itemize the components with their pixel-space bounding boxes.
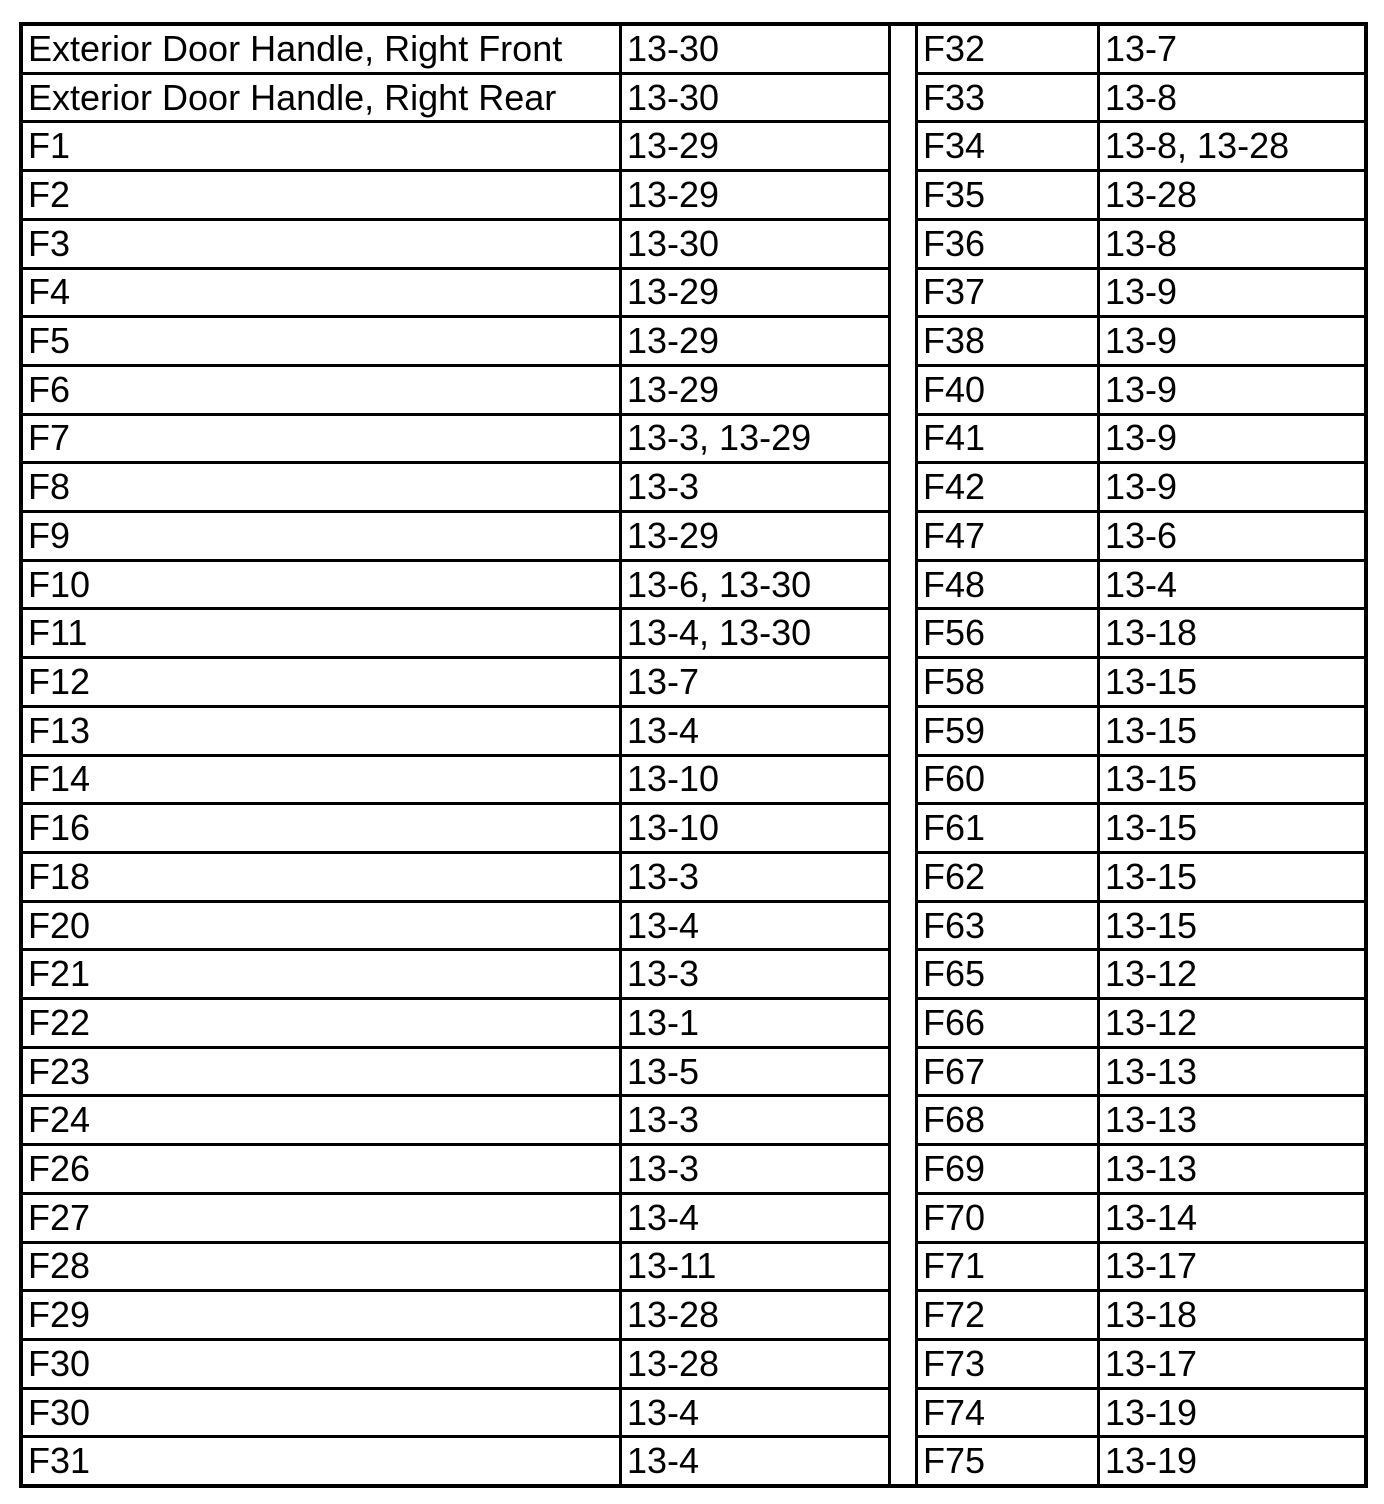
page-reference: 13-15 xyxy=(1105,904,1198,946)
table-row xyxy=(918,416,1364,465)
table-row xyxy=(23,659,888,708)
page-reference: 13-10 xyxy=(627,758,720,800)
page-reference: 13-29 xyxy=(627,271,720,313)
table-row xyxy=(918,1390,1364,1439)
page-reference: 13-4 xyxy=(627,904,700,946)
component-label: F26 xyxy=(23,1146,622,1192)
page-reference: 13-29 xyxy=(627,125,720,167)
table-row xyxy=(918,221,1364,270)
column-divider-left xyxy=(888,26,891,1484)
component-label: F8 xyxy=(23,464,622,510)
table-row xyxy=(23,708,888,757)
table-row xyxy=(23,1097,888,1146)
table-row xyxy=(23,854,888,903)
page-reference: 13-3 xyxy=(627,953,700,995)
component-label: F38 xyxy=(918,318,1100,364)
table-row xyxy=(23,75,888,124)
page-reference: 13-9 xyxy=(1105,320,1178,362)
table-row xyxy=(23,1341,888,1390)
component-label: F62 xyxy=(918,854,1100,900)
component-label: F41 xyxy=(918,416,1100,462)
component-label: F59 xyxy=(918,708,1100,754)
page-reference: 13-15 xyxy=(1105,855,1198,897)
page-reference: 13-12 xyxy=(1105,953,1198,995)
page-reference: 13-9 xyxy=(1105,271,1178,313)
component-label: F22 xyxy=(23,1000,622,1046)
table-row xyxy=(23,757,888,806)
page-reference: 13-9 xyxy=(1105,417,1178,459)
component-label: F58 xyxy=(918,659,1100,705)
page-reference: 13-8, 13-28 xyxy=(1105,125,1290,167)
table-row xyxy=(918,367,1364,416)
table-row xyxy=(23,805,888,854)
table-row xyxy=(23,221,888,270)
index-table xyxy=(19,22,1368,1488)
component-label: F16 xyxy=(23,805,622,851)
page-reference: 13-6 xyxy=(1105,514,1178,556)
page-reference: 13-3 xyxy=(627,1099,700,1141)
table-row xyxy=(918,123,1364,172)
left-table-column xyxy=(23,26,888,1484)
component-label: F73 xyxy=(918,1341,1100,1387)
page-reference: 13-15 xyxy=(1105,660,1198,702)
component-label: F72 xyxy=(918,1292,1100,1338)
page-reference: 13-9 xyxy=(1105,368,1178,410)
table-row xyxy=(918,1341,1364,1390)
page-reference: 13-7 xyxy=(627,660,700,702)
page-reference: 13-13 xyxy=(1105,1148,1198,1190)
page-reference: 13-17 xyxy=(1105,1245,1198,1287)
component-label: F56 xyxy=(918,610,1100,656)
table-row xyxy=(23,1049,888,1098)
page-reference: 13-28 xyxy=(627,1294,720,1336)
page-reference: 13-28 xyxy=(627,1342,720,1384)
table-row xyxy=(918,708,1364,757)
page-reference: 13-29 xyxy=(627,368,720,410)
table-row xyxy=(23,1146,888,1195)
component-label: F36 xyxy=(918,221,1100,267)
component-label: F42 xyxy=(918,464,1100,510)
component-label: F34 xyxy=(918,123,1100,169)
component-label: F5 xyxy=(23,318,622,364)
page-reference: 13-4 xyxy=(627,1440,700,1482)
table-row xyxy=(918,610,1364,659)
table-row xyxy=(23,1292,888,1341)
component-label: F60 xyxy=(918,757,1100,803)
table-row xyxy=(918,318,1364,367)
table-row xyxy=(918,854,1364,903)
table-row xyxy=(918,172,1364,221)
page-reference: 13-15 xyxy=(1105,758,1198,800)
page-reference: 13-15 xyxy=(1105,709,1198,751)
table-row xyxy=(918,464,1364,513)
page-reference: 13-12 xyxy=(1105,1001,1198,1043)
component-label: F24 xyxy=(23,1097,622,1143)
page-reference: 13-30 xyxy=(627,76,720,118)
component-label: F27 xyxy=(23,1195,622,1241)
table-row xyxy=(918,513,1364,562)
component-label: F65 xyxy=(918,951,1100,997)
component-label: F20 xyxy=(23,903,622,949)
page-reference: 13-11 xyxy=(627,1245,717,1287)
component-label: F4 xyxy=(23,270,622,316)
component-label: F14 xyxy=(23,757,622,803)
component-label: F71 xyxy=(918,1244,1100,1290)
page-reference: 13-15 xyxy=(1105,807,1198,849)
component-label: Exterior Door Handle, Right Rear xyxy=(23,75,622,121)
table-row xyxy=(23,513,888,562)
component-label: F1 xyxy=(23,123,622,169)
table-row xyxy=(918,270,1364,319)
table-row xyxy=(918,903,1364,952)
table-row xyxy=(918,757,1364,806)
page-reference: 13-19 xyxy=(1105,1440,1198,1482)
page-reference: 13-7 xyxy=(1105,27,1178,69)
component-label: F66 xyxy=(918,1000,1100,1046)
page-reference: 13-13 xyxy=(1105,1099,1198,1141)
page-reference: 13-29 xyxy=(627,173,720,215)
component-label: F11 xyxy=(23,610,622,656)
component-label: F10 xyxy=(23,562,622,608)
table-row xyxy=(23,1195,888,1244)
table-row xyxy=(918,1000,1364,1049)
table-row xyxy=(23,318,888,367)
component-label: F3 xyxy=(23,221,622,267)
table-row xyxy=(918,1244,1364,1293)
component-label: F67 xyxy=(918,1049,1100,1095)
component-label: F70 xyxy=(918,1195,1100,1241)
table-row xyxy=(918,1049,1364,1098)
page-reference: 13-28 xyxy=(1105,173,1198,215)
page-reference: 13-30 xyxy=(627,27,720,69)
page-reference: 13-4, 13-30 xyxy=(627,612,812,654)
table-row xyxy=(918,26,1364,75)
component-label: F23 xyxy=(23,1049,622,1095)
page-reference: 13-17 xyxy=(1105,1342,1198,1384)
table-row xyxy=(918,659,1364,708)
page-reference: 13-1 xyxy=(627,1001,700,1043)
table-row xyxy=(23,903,888,952)
page-reference: 13-8 xyxy=(1105,76,1178,118)
component-label: F47 xyxy=(918,513,1100,559)
component-label: F37 xyxy=(918,270,1100,316)
table-row xyxy=(23,1244,888,1293)
page-reference: 13-18 xyxy=(1105,1294,1198,1336)
table-row xyxy=(23,1390,888,1439)
page-reference: 13-5 xyxy=(627,1050,700,1092)
component-label: F74 xyxy=(918,1390,1100,1436)
table-row xyxy=(23,172,888,221)
table-row xyxy=(23,1000,888,1049)
table-row xyxy=(23,26,888,75)
table-row xyxy=(23,562,888,611)
component-label: F69 xyxy=(918,1146,1100,1192)
component-label: F68 xyxy=(918,1097,1100,1143)
table-row xyxy=(918,1097,1364,1146)
component-label: F6 xyxy=(23,367,622,413)
component-label: F28 xyxy=(23,1244,622,1290)
page-reference: 13-14 xyxy=(1105,1196,1198,1238)
page-reference: 13-8 xyxy=(1105,222,1178,264)
page-reference: 13-3 xyxy=(627,1148,700,1190)
table-row xyxy=(918,1438,1364,1484)
component-label: F40 xyxy=(918,367,1100,413)
component-label: F12 xyxy=(23,659,622,705)
page-reference: 13-30 xyxy=(627,222,720,264)
page-reference: 13-9 xyxy=(1105,466,1178,508)
table-row xyxy=(23,951,888,1000)
component-label: F2 xyxy=(23,172,622,218)
component-label: F61 xyxy=(918,805,1100,851)
page-reference: 13-3, 13-29 xyxy=(627,417,812,459)
component-label: F7 xyxy=(23,416,622,462)
page-reference: 13-19 xyxy=(1105,1391,1198,1433)
component-label: F35 xyxy=(918,172,1100,218)
component-label: F32 xyxy=(918,26,1100,72)
page-reference: 13-3 xyxy=(627,855,700,897)
table-row xyxy=(23,464,888,513)
page-reference: 13-4 xyxy=(627,1391,700,1433)
table-row xyxy=(23,416,888,465)
component-label: F9 xyxy=(23,513,622,559)
page-reference: 13-4 xyxy=(1105,563,1178,605)
table-row xyxy=(23,123,888,172)
page-reference: 13-3 xyxy=(627,466,700,508)
page-reference: 13-29 xyxy=(627,514,720,556)
table-row xyxy=(918,805,1364,854)
page-reference: 13-10 xyxy=(627,807,720,849)
page-reference: 13-6, 13-30 xyxy=(627,563,812,605)
component-label: F48 xyxy=(918,562,1100,608)
component-label: F30 xyxy=(23,1390,622,1436)
component-label: F13 xyxy=(23,708,622,754)
component-label: F29 xyxy=(23,1292,622,1338)
right-table-column xyxy=(918,26,1364,1484)
page-reference: 13-18 xyxy=(1105,612,1198,654)
component-label: F33 xyxy=(918,75,1100,121)
table-row xyxy=(23,270,888,319)
component-label: F31 xyxy=(23,1438,622,1484)
page-reference: 13-4 xyxy=(627,1196,700,1238)
component-label: F18 xyxy=(23,854,622,900)
component-label: Exterior Door Handle, Right Front xyxy=(23,26,622,72)
component-label: F75 xyxy=(918,1438,1100,1484)
component-label: F30 xyxy=(23,1341,622,1387)
table-row xyxy=(918,75,1364,124)
component-label: F21 xyxy=(23,951,622,997)
page-reference: 13-4 xyxy=(627,709,700,751)
component-label: F63 xyxy=(918,903,1100,949)
table-row xyxy=(918,1292,1364,1341)
table-row xyxy=(23,610,888,659)
page-reference: 13-29 xyxy=(627,320,720,362)
table-row xyxy=(918,1195,1364,1244)
table-row xyxy=(918,951,1364,1000)
table-row xyxy=(23,1438,888,1484)
table-row xyxy=(23,367,888,416)
table-row xyxy=(918,562,1364,611)
table-row xyxy=(918,1146,1364,1195)
page-reference: 13-13 xyxy=(1105,1050,1198,1092)
